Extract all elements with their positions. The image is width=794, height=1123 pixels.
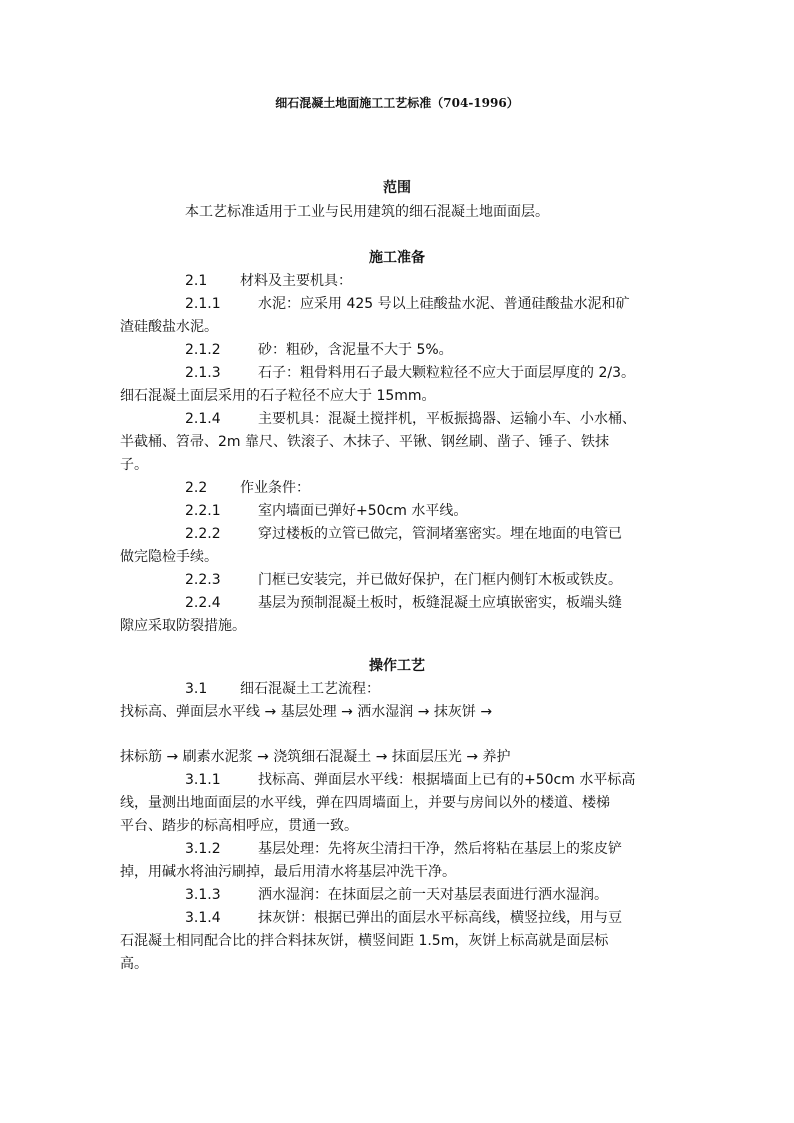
item-text: 细石混凝土工艺流程： bbox=[240, 681, 380, 697]
item-number: 3.1.1 bbox=[185, 772, 221, 788]
item-continuation: 做完隐检手续。 bbox=[120, 549, 218, 565]
item-text: 基层处理：先将灰尘清扫干净，然后将粘在基层上的浆皮铲 bbox=[258, 841, 622, 857]
section-heading-prep: 施工准备 bbox=[369, 250, 425, 266]
item-text: 作业条件： bbox=[240, 480, 310, 496]
item-number: 2.1 bbox=[185, 273, 208, 289]
item-number: 2.2 bbox=[185, 480, 208, 496]
item-text: 基层为预制混凝土板时，板缝混凝土应填嵌密实，板端头缝 bbox=[258, 595, 622, 611]
item-number: 2.1.1 bbox=[185, 296, 221, 312]
document-title: 细石混凝土地面施工工艺标准（704-1996） bbox=[275, 96, 519, 110]
item-number: 3.1.2 bbox=[185, 841, 221, 857]
item-number: 2.2.4 bbox=[185, 595, 221, 611]
item-number: 3.1 bbox=[185, 681, 208, 697]
item-text: 水泥：应采用 425 号以上硅酸盐水泥、普通硅酸盐水泥和矿 bbox=[258, 296, 630, 312]
item-continuation: 掉，用碱水将油污刷掉，最后用清水将基层冲洗干净。 bbox=[120, 864, 456, 880]
process-flow-line: 找标高、弹面层水平线 → 基层处理 → 洒水湿润 → 抹灰饼 → bbox=[120, 704, 493, 720]
item-number: 2.1.4 bbox=[185, 411, 221, 427]
item-continuation: 高。 bbox=[120, 956, 148, 972]
item-text: 主要机具：混凝土搅拌机，平板振捣器、运输小车、小水桶、 bbox=[258, 411, 636, 427]
section-heading-ops: 操作工艺 bbox=[369, 658, 425, 674]
item-text: 石子：粗骨料用石子最大颗粒粒径不应大于面层厚度的 2/3。 bbox=[258, 365, 635, 381]
process-flow-line: 抹标筋 → 刷素水泥浆 → 浇筑细石混凝土 → 抹面层压光 → 养护 bbox=[120, 749, 511, 765]
item-text: 抹灰饼：根据已弹出的面层水平标高线，横竖拉线，用与豆 bbox=[258, 910, 622, 926]
item-number: 2.2.2 bbox=[185, 526, 221, 542]
item-number: 2.1.2 bbox=[185, 342, 221, 358]
item-number: 3.1.4 bbox=[185, 910, 221, 926]
item-text: 砂：粗砂，含泥量不大于 5%。 bbox=[258, 342, 453, 358]
item-continuation: 细石混凝土面层采用的石子粒径不应大于 15mm。 bbox=[120, 388, 436, 404]
item-number: 3.1.3 bbox=[185, 887, 221, 903]
item-continuation: 线，量测出地面面层的水平线，弹在四周墙面上，并要与房间以外的楼道、楼梯 bbox=[120, 795, 610, 811]
item-text: 找标高、弹面层水平线：根据墙面上已有的+50cm 水平标高 bbox=[258, 772, 636, 788]
item-text: 材料及主要机具： bbox=[240, 273, 352, 289]
item-text: 室内墙面已弹好+50cm 水平线。 bbox=[258, 503, 468, 519]
item-continuation: 半截桶、笤帚、2m 靠尺、铁滚子、木抹子、平锹、钢丝刷、凿子、锤子、铁抹 bbox=[120, 434, 609, 450]
item-number: 2.2.1 bbox=[185, 503, 221, 519]
item-continuation: 子。 bbox=[120, 457, 148, 473]
item-continuation: 隙应采取防裂措施。 bbox=[120, 618, 246, 634]
item-text: 穿过楼板的立管已做完，管洞堵塞密实。埋在地面的电管已 bbox=[258, 526, 622, 542]
item-text: 门框已安装完，并已做好保护，在门框内侧钉木板或铁皮。 bbox=[258, 572, 622, 588]
item-text: 洒水湿润：在抹面层之前一天对基层表面进行洒水湿润。 bbox=[258, 887, 608, 903]
scope-text: 本工艺标准适用于工业与民用建筑的细石混凝土地面面层。 bbox=[185, 204, 549, 220]
item-number: 2.1.3 bbox=[185, 365, 221, 381]
item-number: 2.2.3 bbox=[185, 572, 221, 588]
item-continuation: 平台、踏步的标高相呼应，贯通一致。 bbox=[120, 818, 358, 834]
item-continuation: 渣硅酸盐水泥。 bbox=[120, 319, 218, 335]
section-heading-scope: 范围 bbox=[383, 180, 411, 196]
item-continuation: 石混凝土相同配合比的拌合料抹灰饼，横竖间距 1.5m，灰饼上标高就是面层标 bbox=[120, 933, 609, 949]
